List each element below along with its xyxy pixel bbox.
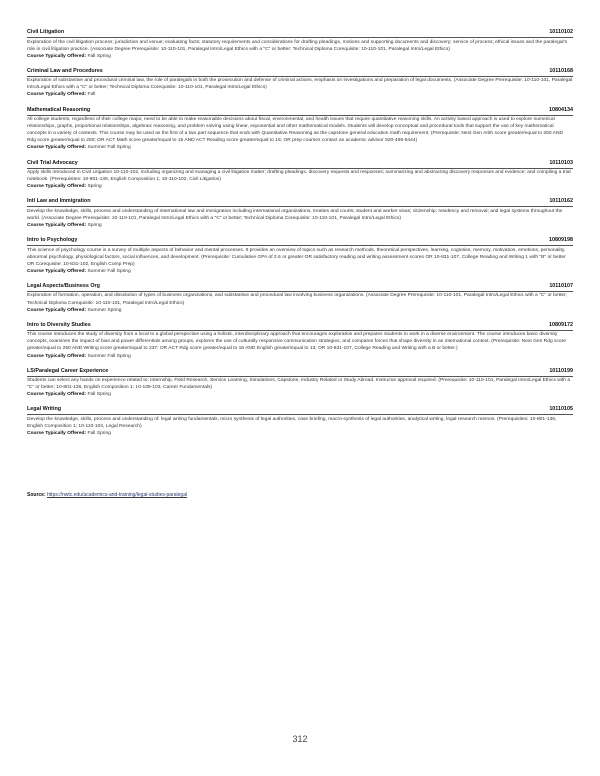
offered-terms: Spring xyxy=(87,223,102,228)
course-title: Criminal Law and Procedures xyxy=(27,67,103,74)
course-header xyxy=(27,68,573,77)
course-header xyxy=(27,368,573,377)
course-code: 10110105 xyxy=(549,406,573,413)
course-entry xyxy=(27,368,573,399)
course-title: Civil Trial Advocacy xyxy=(27,159,78,166)
course-code: 10110199 xyxy=(549,367,573,374)
course-offered xyxy=(27,144,573,151)
offered-label: Course Typically Offered: xyxy=(27,184,87,190)
course-description: Exploration of formation, operation, and dissolution of types of business organizations, and substantive and procedural law involving business organizations. (Associate Degree Prerequisite: 10-110-101, Paralegal Intro/Legal Ethics with a "C" or better; Technical Diploma Corequisite: 10-110-101, Paralegal Intro/Legal Ethics) xyxy=(27,293,568,306)
course-header xyxy=(27,322,573,331)
course-entry xyxy=(27,406,573,437)
course-code: 10110168 xyxy=(549,67,573,74)
course-code: 10809172 xyxy=(549,321,573,328)
course-entry xyxy=(27,160,573,191)
course-header xyxy=(27,237,573,246)
course-title: Intro to Diversity Studies xyxy=(27,321,91,328)
course-code: 10809198 xyxy=(549,237,573,244)
offered-label: Course Typically Offered: xyxy=(27,268,87,274)
offered-terms: Fall xyxy=(87,92,96,98)
offered-label: Course Typically Offered: xyxy=(27,223,87,228)
course-code: 10110102 xyxy=(549,29,573,35)
course-code: 10110103 xyxy=(549,159,573,166)
course-title: Intl Law and Immigration xyxy=(27,198,91,205)
course-offered xyxy=(27,268,573,275)
course-entry xyxy=(27,283,573,314)
course-title: Intro to Psychology xyxy=(27,237,78,244)
course-code: 10804134 xyxy=(549,106,573,113)
offered-label: Course Typically Offered: xyxy=(27,392,87,398)
offered-label: Course Typically Offered: xyxy=(27,92,87,98)
course-entry xyxy=(27,198,573,229)
course-header xyxy=(27,107,573,116)
course-title: Civil Litigation xyxy=(27,29,65,35)
course-title: Legal Aspects/Business Org xyxy=(27,282,100,289)
course-offered xyxy=(27,391,573,398)
course-offered xyxy=(27,430,573,437)
offered-terms: Summer Fall Spring xyxy=(87,268,131,274)
offered-terms: Fall Spring xyxy=(87,53,111,59)
course-entry xyxy=(27,322,573,360)
course-description: Exploration of the civil litigation process; jurisdiction and venue; evaluating facts; statutory requirements and considerations for drafting pleadings, motions and supporting documents and discovery; service of process; ethical issues and the paralegal's role in civil litigation practice. (Associate Degree Prerequisite: 10-110-101, Paralegal Intro/Legal Ethics with a "C" or better; Technical Diploma Corequisite: 10-110-101, Paralegal Intro/Legal Ethics) xyxy=(27,39,568,52)
course-description: Exploration of substantive and procedural criminal law, the role of paralegals in both the prosecution and defense of criminal actions, emphasis on investigations and preparation of legal documents. (Associate Degree Prerequisite: 10-110-101, Paralegal Intro/Legal Ethics with a "C" or better; Technical Diploma Corequisite: 10-110-101, Paralegal Intro/Legal Ethics) xyxy=(27,78,573,91)
page-number: 312 xyxy=(292,734,308,744)
course-offered xyxy=(27,222,573,229)
course-offered xyxy=(27,307,573,314)
course-description: Develop the knowledge, skills, process and understanding of international law and immigration including international organizations, treaties and courts; student and worker visas; citizenship; residency and removal; and legal systems throughout the world. (Associate Degree Prerequisite: 10-110-101, Paralegal Intro/Legal Ethics with a "C" or better; Technical Diploma Corequisite: 10-110-101, Paralegal Intro/Legal Ethics) xyxy=(27,208,563,221)
course-entry xyxy=(27,107,573,152)
course-header xyxy=(27,160,573,169)
course-description: All college students, regardless of their college major, need to be able to make reasonable decisions about fiscal, environmental, and health issues that require quantitative reasoning skills. An activity based approach is used to explore numerical relationships, graphs, proportional relationships, algebraic reasoning, and problem solving using linear, exponential and other mathematical models. Students will develop conceptual and procedural tools that support the use of key mathematical concepts in a variety of contexts. This course may be used as the first of a two part sequence that ends with Quantitative Reasoning as the capstone general education math requirement. (Prerequisite: Next Gen Arith score greater/equal to 250 AND Rdg score greater/equal to 250; OR ACT Math score greater/equal to 15 AND ACT Reading score greater/equal to 16; OR prep courses contact an academic advisor 920-498-5444) xyxy=(27,117,564,144)
offered-terms: Spring xyxy=(87,184,102,190)
course-title: LS/Paralegal Career Experience xyxy=(27,367,109,374)
course-list xyxy=(27,29,573,445)
offered-terms: Summer Spring xyxy=(87,307,122,313)
course-offered xyxy=(27,183,573,190)
course-entry xyxy=(27,68,573,99)
course-header xyxy=(27,406,573,415)
source-label: Source: xyxy=(27,492,46,498)
course-entry xyxy=(27,29,573,60)
source-link[interactable]: https://nwtc.edu/academics-and-training/legal-studies-paralegal xyxy=(47,492,188,498)
offered-label: Course Typically Offered: xyxy=(27,431,87,437)
source-line xyxy=(27,492,187,499)
course-header xyxy=(27,283,573,292)
offered-label: Course Typically Offered: xyxy=(27,353,87,359)
offered-terms: Fall Spring xyxy=(87,392,111,398)
offered-terms: Fall Spring xyxy=(87,431,111,437)
course-code: 10110107 xyxy=(549,282,573,289)
course-description: Develop the knowledge, skills, process and understanding of: legal writing fundamentals, micro synthesis of legal authorities, case briefing, macro-synthesis of legal authorities, analytical writing, legal research memos. (Prerequisites: 10-801-136, English Composition 1; 10-110-104, Legal Research) xyxy=(27,416,557,429)
course-offered xyxy=(27,53,573,60)
course-description: Students can select any hands on experience related to: Internship, Field Research, Service Learning, Simulations, Capstone, Industry Related or Study Abroad. Instructor approval required. (Prerequisite: 10-110-101, Paralegal Intro/Legal Ethics with a "C" or better; 10-801-136, English Composition 1; 10-105-103, Career Fundamentals) xyxy=(27,378,571,391)
offered-label: Course Typically Offered: xyxy=(27,53,87,59)
offered-label: Course Typically Offered: xyxy=(27,307,87,313)
course-title: Legal Writing xyxy=(27,406,62,413)
course-code: 10110162 xyxy=(549,198,573,205)
course-title: Mathematical Reasoning xyxy=(27,106,91,113)
offered-label: Course Typically Offered: xyxy=(27,145,87,151)
course-entry xyxy=(27,237,573,275)
course-header xyxy=(27,29,573,38)
offered-terms: Summer Fall Spring xyxy=(87,353,131,359)
course-header xyxy=(27,198,573,207)
course-description: This course introduces the study of diversity from a local to a global perspective using a holistic, interdisciplinary approach that encourages exploration and prepares students to work in a diverse environment. The course introduces basic diversity concepts, examines the impact of bias and power differentials among groups, explores the use of culturally responsive communication strategies, and compares forces that shape diversity in an international context. (Prerequisite: Next Gen Rdg score greater/equal to 250 AND Writing score greater/equal to 237; OR ACT Rdg score greater/equal to 16 AND English greater/equal to 13; OR 10-831-107, College Reading and Writing with a B or better.) xyxy=(27,332,566,352)
course-offered xyxy=(27,353,573,360)
course-description: Apply skills introduced in Civil Litigation 10-110-102, including organizing and managing a civil litigation matter; drafting pleadings, discovery requests and responses; summarizing and abstracting discovery responses and evidence; and compiling a trial notebook. (Prerequisites: 10-801-136, English Composition 1; 10-110-102, Civil Litigation) xyxy=(27,170,571,183)
course-description: This science of psychology course is a survey of multiple aspects of behavior and mental processes. It provides an overview of topics such as research methods, theoretical perspectives, learning, cognition, memory, motivation, emotions, personality, abnormal psychology, physiological factors, social influences, and development. (Prerequisite: Cumulative GPA of 2.6 or greater OR satisfactory reading and writing assessment scores OR 10-831-107, College Reading and Writing 1 with "B" or better OR Corequisite: 10-831-102, English Comp Prep) xyxy=(27,247,566,267)
course-offered xyxy=(27,91,573,98)
offered-terms: Summer Fall Spring xyxy=(87,145,131,151)
